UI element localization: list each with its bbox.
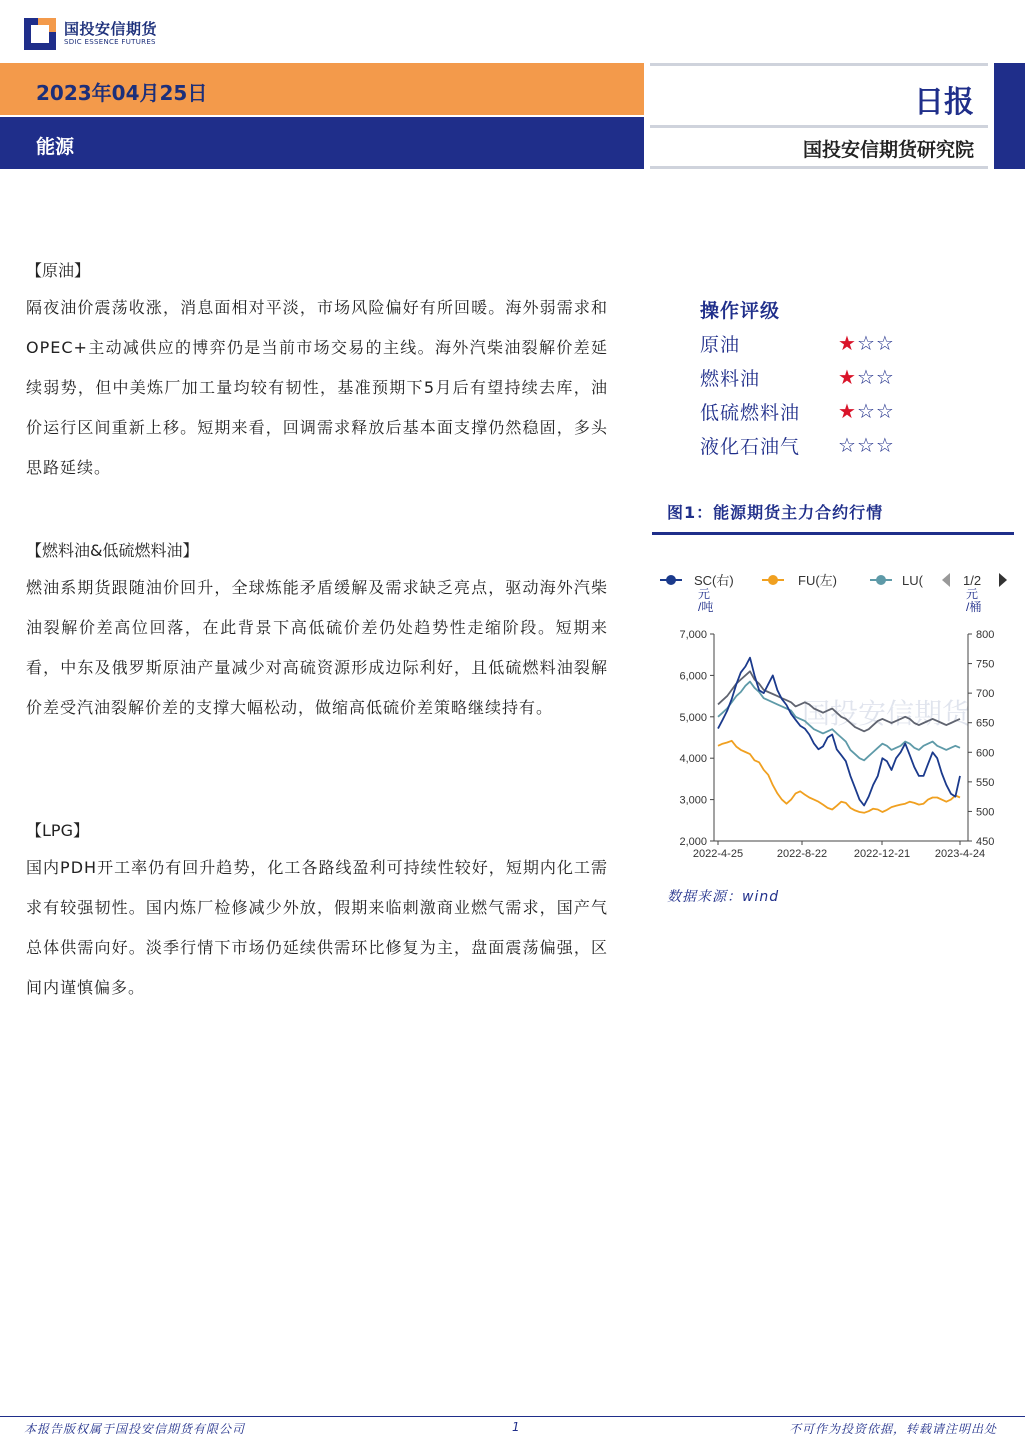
right-axis-unit: 元/桶 (966, 587, 982, 614)
legend-label-lu: LU( (902, 573, 923, 588)
star-empty-icon: ☆ (875, 365, 895, 389)
legend-marker-fu (768, 575, 778, 585)
star-empty-icon: ☆ (875, 433, 895, 457)
figure-title: 图1：能源期货主力合约行情 (667, 503, 884, 522)
star-filled-icon: ★ (838, 331, 857, 355)
right-tick-label: 500 (976, 806, 995, 819)
right-tick-label: 800 (976, 629, 995, 641)
date-bar (0, 63, 644, 115)
figure-rule (652, 532, 1014, 535)
legend-page: 1/2 (963, 573, 982, 588)
left-tick-label: 6,000 (679, 670, 707, 683)
company-logo (24, 16, 184, 52)
report-section: 能源 (36, 136, 75, 158)
footer-disclaimer: 不可作为投资依据，转载请注明出处 (788, 1422, 997, 1436)
left-axis-ticks (679, 629, 714, 848)
section-title-crude: 【原油】 (26, 261, 91, 280)
right-tick-label: 550 (976, 776, 995, 789)
legend-prev-icon[interactable] (942, 573, 950, 587)
star-empty-icon: ☆ (856, 365, 876, 389)
right-tick-label: 650 (976, 717, 995, 730)
report-type: 日报 (914, 85, 974, 120)
rating-name: 低硫燃料油 (700, 402, 801, 424)
left-axis-unit: 元/吨 (698, 587, 714, 614)
section-text-crude: 隔夜油价震荡收涨，消息面相对平淡，市场风险偏好有所回暖。海外弱需求和OPEC+主动减供应的博弈仍是当前市场交易的主线。海外汽柴油裂解价差延续弱势，但中美炼厂加工量均较有韧性，基准预期下5月后有望持续去库，油价运行区间重新上移。短期来看，回调需求释放后基本面支撑仍然稳固，多头思路延续。 (26, 298, 608, 477)
energy-futures-chart (652, 560, 1014, 875)
figure-source: 数据来源：wind (667, 889, 780, 905)
section-title-lpg: 【LPG】 (26, 821, 89, 840)
star-filled-icon: ★ (838, 399, 857, 423)
star-empty-icon: ☆ (856, 399, 876, 423)
section-text-lpg: 国内PDH开工率仍有回升趋势，化工各路线盈利可持续性较好，短期内化工需求有较强韧性。国内炼厂检修减少外放，假期来临刺激商业燃气需求，国产气总体供需向好。淡季行情下市场仍延续供需环比修复为主，盘面震荡偏强，区间内谨慎偏多。 (26, 858, 608, 997)
star-rating-icon (838, 399, 895, 423)
rating-title: 操作评级 (700, 300, 781, 322)
x-axis-ticks (693, 841, 985, 860)
page-number: 1 (512, 1420, 521, 1434)
rating-row (700, 330, 960, 364)
x-tick-label: 2022-8-22 (776, 848, 828, 860)
right-axis-ticks (968, 629, 994, 848)
header-divider (650, 63, 988, 66)
section-bar (0, 117, 644, 169)
left-tick-label: 7,000 (679, 629, 707, 641)
footer-copyright: 本报告版权属于国投安信期货有限公司 (24, 1422, 246, 1436)
header-divider (650, 125, 988, 128)
rating-name: 原油 (700, 334, 741, 356)
right-tick-label: 750 (976, 658, 995, 671)
chart-watermark: 国投安信期货 (802, 698, 971, 729)
footer-rule (0, 1416, 1025, 1417)
right-tick-label: 700 (976, 688, 995, 701)
logo-name-cn: 国投安信期货 (64, 20, 158, 38)
section-text-fuel-oil: 燃油系期货跟随油价回升，全球炼能矛盾缓解及需求缺乏亮点，驱动海外汽柴油裂解价差高位回落，在此背景下高低硫价差仍处趋势性走缩阶段。短期来看，中东及俄罗斯原油产量减少对高硫资源形成边际利好，且低硫燃料油裂解价差受汽油裂解价差的支撑大幅松动，做缩高低硫价差策略继续持有。 (26, 578, 608, 717)
left-tick-label: 5,000 (679, 711, 707, 724)
header-blue-tab (994, 63, 1025, 169)
x-tick-label: 2022-4-25 (692, 848, 744, 860)
rating-name: 液化石油气 (700, 436, 801, 458)
logo-mark-icon (24, 18, 56, 50)
header-right-panel (650, 63, 988, 169)
header-divider (650, 166, 988, 169)
right-tick-label: 600 (976, 747, 995, 760)
star-rating-icon (838, 365, 895, 389)
chart-series (718, 658, 960, 813)
star-empty-icon: ☆ (838, 433, 857, 457)
legend-marker-sc (666, 575, 676, 585)
left-tick-label: 4,000 (679, 753, 707, 766)
logo-name-en: SDIC ESSENCE FUTURES (64, 38, 156, 46)
institute-name: 国投安信期货研究院 (802, 139, 974, 161)
chart-legend (660, 573, 1007, 588)
star-empty-icon: ☆ (856, 433, 876, 457)
star-rating-icon (838, 433, 895, 457)
star-filled-icon: ★ (838, 365, 857, 389)
report-date: 2023年04月25日 (36, 81, 208, 105)
legend-next-icon[interactable] (999, 573, 1007, 587)
star-empty-icon: ☆ (875, 331, 895, 355)
x-tick-label: 2023-4-24 (934, 848, 986, 860)
rating-row (700, 364, 960, 398)
left-tick-label: 2,000 (679, 836, 707, 848)
legend-label-fu: FU(左) (798, 573, 837, 588)
left-tick-label: 3,000 (679, 794, 707, 807)
rating-name: 燃料油 (700, 368, 761, 390)
rating-row (700, 398, 960, 432)
right-tick-label: 450 (976, 836, 995, 848)
rating-panel (700, 296, 960, 466)
x-tick-label: 2022-12-21 (853, 848, 911, 860)
star-empty-icon: ☆ (875, 399, 895, 423)
star-rating-icon (838, 331, 895, 355)
star-empty-icon: ☆ (856, 331, 876, 355)
legend-marker-lu (876, 575, 886, 585)
rating-row (700, 432, 960, 466)
legend-label-sc: SC(右) (694, 573, 734, 588)
section-title-fuel-oil: 【燃料油&低硫燃料油】 (26, 541, 199, 560)
